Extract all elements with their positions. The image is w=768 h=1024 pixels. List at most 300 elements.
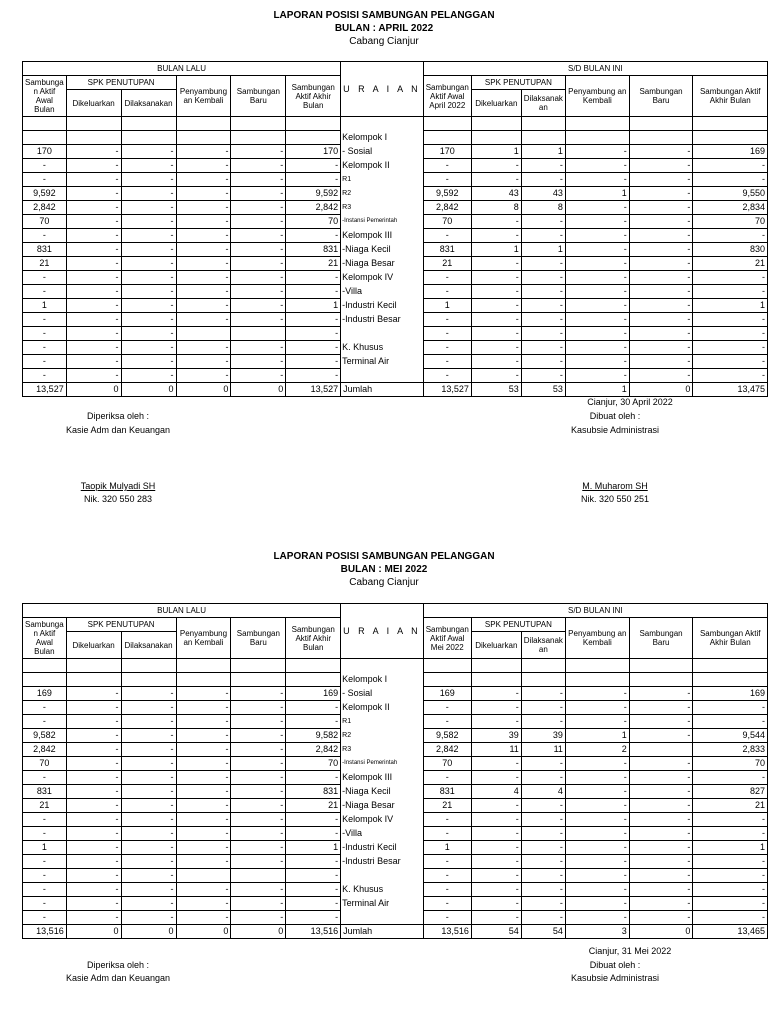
table-cell: - [629,687,693,701]
table-cell: - [23,869,67,883]
table-cell: - [66,285,121,299]
table-cell [231,673,286,687]
table-cell: - [231,883,286,897]
table-cell: - [286,771,341,785]
table-cell: - [66,215,121,229]
table-cell: - [23,271,67,285]
checker-signature [48,480,188,506]
table-cell: 21 [693,257,768,271]
header-penyambungan-right: Penyambung an Kembali [565,618,629,659]
table-row [23,715,768,729]
header-penyambungan-right: Penyambung an Kembali [565,76,629,117]
table-row [23,355,768,369]
maker-signature [545,480,685,506]
table-cell: - [471,827,521,841]
table-cell: - [565,869,629,883]
header-baru-left: Sambungan Baru [231,76,286,117]
report-month: BULAN : APRIL 2022 [334,23,434,34]
table-cell: - [121,271,176,285]
total-cell: 0 [121,383,176,397]
table-cell: - [231,729,286,743]
table-cell: - [121,313,176,327]
table-cell: - [521,701,565,715]
table-cell: - [693,313,768,327]
table-cell: 2,833 [693,743,768,757]
table-cell: - [23,701,67,715]
table-cell [521,131,565,145]
table-cell: 170 [423,145,471,159]
table-cell: 2,842 [23,743,67,757]
header-spk-right: SPK PENUTUPAN [471,76,565,90]
table-cell: - [693,159,768,173]
uraian-cell: Kelompok III [341,771,424,785]
table-cell: - [693,911,768,925]
table-cell: - [286,229,341,243]
table-row [23,757,768,771]
total-cell: 3 [565,925,629,939]
table-cell [286,131,341,145]
table-cell: - [66,841,121,855]
table-cell: - [423,369,471,383]
uraian-cell: -Niaga Besar [341,799,424,813]
total-cell: 13,516 [423,925,471,939]
table-cell: - [66,187,121,201]
table-cell: - [629,799,693,813]
table-cell: 9,544 [693,729,768,743]
header-dikeluarkan-right: Dikeluarkan [471,632,521,659]
table-cell [565,131,629,145]
table-cell [66,673,121,687]
table-cell: - [629,215,693,229]
table-cell: - [176,729,231,743]
table-cell: - [629,145,693,159]
header-uraian: U R A I A N [341,604,424,659]
table-cell: 21 [423,257,471,271]
uraian-cell: Terminal Air [341,897,424,911]
table-cell: - [23,911,67,925]
table-row [23,785,768,799]
table-cell: - [286,285,341,299]
table-cell: - [231,187,286,201]
table-cell: 1 [23,299,67,313]
table-cell: - [23,327,67,341]
table-cell: - [176,243,231,257]
uraian-cell: -Industri Kecil [341,841,424,855]
checked-by-label: Diperiksa oleh : [86,960,150,970]
table-cell: 2,842 [286,201,341,215]
table-cell: 2,842 [423,743,471,757]
uraian-cell [341,327,424,341]
table-cell: 21 [23,799,67,813]
header-spk-right: SPK PENUTUPAN [471,618,565,632]
header-akhir-right: Sambungan Aktif Akhir Bulan [693,76,768,117]
table-cell: 43 [471,187,521,201]
table-cell: 831 [286,785,341,799]
table-cell [121,131,176,145]
table-cell: - [471,883,521,897]
table-cell: - [66,341,121,355]
table-cell: 169 [286,687,341,701]
table-cell [66,131,121,145]
table-row [23,855,768,869]
table-cell: 1 [471,243,521,257]
table-cell [121,673,176,687]
table-cell: - [286,327,341,341]
table-cell: - [565,369,629,383]
table-cell: - [629,327,693,341]
table-cell: - [121,799,176,813]
table-cell: - [629,911,693,925]
table-row [23,813,768,827]
header-dilaksanakan-left: Dilaksanakan [121,632,176,659]
table-cell: - [521,313,565,327]
table-cell: - [286,159,341,173]
header-awal-left: Sambunga n Aktif Awal Bulan [23,76,67,117]
table-cell: - [231,841,286,855]
table-cell: 1 [521,243,565,257]
uraian-cell: R2 [341,187,424,201]
table-cell: - [423,701,471,715]
table-cell [286,673,341,687]
table-cell: - [629,715,693,729]
table-cell: - [231,701,286,715]
table-cell: - [521,229,565,243]
table-cell: - [565,159,629,173]
total-cell: 0 [629,383,693,397]
table-cell: - [521,369,565,383]
table-cell: - [565,355,629,369]
table-cell: - [176,145,231,159]
table-cell: - [121,841,176,855]
table-cell: - [231,785,286,799]
uraian-cell: K. Khusus [341,883,424,897]
table-cell: - [66,369,121,383]
header-sd-bulan-ini: S/D BULAN INI [423,604,767,618]
uraian-cell: Kelompok III [341,229,424,243]
uraian-cell: R2 [341,729,424,743]
table-cell: - [629,771,693,785]
total-row [23,925,768,939]
uraian-cell: -Instansi Pemerintah [341,215,424,229]
table-cell: - [693,897,768,911]
table-cell: - [423,229,471,243]
table-cell: - [423,771,471,785]
total-cell: 1 [565,383,629,397]
table-cell: - [423,855,471,869]
table-cell: - [66,785,121,799]
table-cell: - [176,841,231,855]
report-2-table [22,603,768,939]
table-cell: 1 [693,841,768,855]
table-row [23,841,768,855]
table-cell: - [629,369,693,383]
table-cell: - [66,687,121,701]
table-cell: - [693,771,768,785]
table-cell: - [176,271,231,285]
uraian-cell: -Niaga Kecil [341,243,424,257]
uraian-cell: Kelompok I [341,673,424,687]
table-cell: 1 [423,299,471,313]
table-cell: - [565,257,629,271]
table-cell: - [521,911,565,925]
table-cell: - [565,813,629,827]
table-row [23,299,768,313]
table-cell: - [565,285,629,299]
table-cell: - [121,743,176,757]
table-cell: - [565,201,629,215]
uraian-cell: - Sosial [341,687,424,701]
table-cell: - [121,201,176,215]
table-cell: 1 [521,145,565,159]
table-row [23,215,768,229]
table-cell: 1 [286,299,341,313]
table-cell: - [23,813,67,827]
table-cell: - [693,855,768,869]
table-cell: 21 [693,799,768,813]
table-cell: - [521,257,565,271]
table-row [23,173,768,187]
table-cell: - [423,897,471,911]
table-cell: - [66,243,121,257]
table-cell: 169 [23,687,67,701]
uraian-cell: Kelompok II [341,159,424,173]
uraian-cell: - Sosial [341,145,424,159]
table-cell: - [286,869,341,883]
table-cell [176,131,231,145]
table-cell: - [565,271,629,285]
table-cell: - [176,911,231,925]
table-cell: 70 [23,757,67,771]
table-cell: - [66,771,121,785]
table-cell: - [565,841,629,855]
table-cell: 1 [565,187,629,201]
table-cell: - [176,173,231,187]
table-cell [565,673,629,687]
table-cell: - [231,897,286,911]
uraian-cell [341,911,424,925]
table-cell: 2,842 [286,743,341,757]
table-cell: 4 [521,785,565,799]
table-cell: 1 [565,729,629,743]
table-cell [176,673,231,687]
table-cell: - [423,883,471,897]
table-cell: - [286,827,341,841]
table-cell: - [565,299,629,313]
header-bulan-lalu: BULAN LALU [23,62,341,76]
table-row [23,369,768,383]
table-cell: - [66,229,121,243]
total-cell: 0 [66,383,121,397]
total-cell: 0 [176,383,231,397]
total-cell: 0 [231,925,286,939]
table-cell: - [176,897,231,911]
table-cell: - [121,215,176,229]
table-cell: - [471,911,521,925]
table-row [23,897,768,911]
table-cell: - [23,855,67,869]
table-cell: - [121,145,176,159]
table-cell: - [423,159,471,173]
table-cell: - [121,701,176,715]
table-cell: - [693,715,768,729]
table-cell: - [565,911,629,925]
table-cell: - [521,173,565,187]
table-cell: - [565,341,629,355]
table-cell [423,131,471,145]
header-akhir-right: Sambungan Aktif Akhir Bulan [693,618,768,659]
table-cell: - [471,257,521,271]
table-row [23,701,768,715]
table-row [23,771,768,785]
table-cell: - [176,355,231,369]
table-cell: - [521,757,565,771]
header-akhir-left: Sambungan Aktif Akhir Bulan [286,618,341,659]
header-awal-right: Sambungan Aktif Awal Mei 2022 [423,618,471,659]
uraian-cell: -Niaga Besar [341,257,424,271]
table-cell: - [423,355,471,369]
table-cell: - [423,313,471,327]
table-cell: - [471,327,521,341]
table-cell: - [521,285,565,299]
table-row [23,145,768,159]
table-cell: 1 [23,841,67,855]
table-cell: - [231,771,286,785]
table-cell: - [521,299,565,313]
checker-nik: Nik. 320 550 283 [83,494,153,504]
table-cell: 831 [23,243,67,257]
table-cell: - [423,341,471,355]
table-cell [471,131,521,145]
table-cell [23,131,67,145]
table-cell: 70 [23,215,67,229]
table-cell: - [231,215,286,229]
table-cell: - [693,285,768,299]
table-cell: - [521,341,565,355]
table-cell: - [629,813,693,827]
table-cell: - [471,369,521,383]
table-row [23,187,768,201]
table-cell: - [23,313,67,327]
table-cell: - [66,201,121,215]
uraian-cell: R3 [341,743,424,757]
table-cell: 70 [286,215,341,229]
table-cell: - [629,757,693,771]
table-cell: - [66,911,121,925]
table-cell: - [565,771,629,785]
table-cell [629,673,693,687]
table-cell: - [66,271,121,285]
table-cell: - [176,827,231,841]
table-cell: - [231,229,286,243]
table-cell: - [23,285,67,299]
table-cell: - [565,799,629,813]
table-cell: - [693,701,768,715]
table-cell: 11 [471,743,521,757]
header-dilaksanakan-right: Dilaksanak an [521,90,565,117]
total-cell: 0 [176,925,231,939]
table-cell: - [565,827,629,841]
table-cell: - [565,701,629,715]
table-cell: - [121,159,176,173]
table-cell: - [231,355,286,369]
total-cell: 54 [521,925,565,939]
table-row [23,659,768,673]
table-cell: 831 [23,785,67,799]
table-row [23,883,768,897]
uraian-cell: -Industri Besar [341,855,424,869]
table-cell: - [629,701,693,715]
table-cell: - [629,355,693,369]
header-dikeluarkan-left: Dikeluarkan [66,632,121,659]
table-row [23,729,768,743]
uraian-cell: Kelompok IV [341,271,424,285]
table-cell: - [471,799,521,813]
maker-nik: Nik. 320 550 251 [580,494,650,504]
table-cell: - [66,897,121,911]
table-cell: 2 [565,743,629,757]
table-cell: 9,550 [693,187,768,201]
table-cell: - [176,743,231,757]
table-cell: - [521,855,565,869]
table-cell: - [66,869,121,883]
table-cell: 9,592 [286,187,341,201]
table-cell: - [521,841,565,855]
table-cell: 21 [286,257,341,271]
table-cell: - [693,341,768,355]
table-cell: - [231,243,286,257]
table-cell: - [521,897,565,911]
header-dikeluarkan-right: Dikeluarkan [471,90,521,117]
table-row [23,159,768,173]
table-cell: - [286,355,341,369]
table-cell: - [693,869,768,883]
table-cell: - [176,159,231,173]
table-cell: 9,582 [23,729,67,743]
table-cell: - [629,841,693,855]
table-cell: 1 [693,299,768,313]
uraian-cell: R1 [341,715,424,729]
table-row [23,743,768,757]
table-cell: - [66,299,121,313]
table-cell: 11 [521,743,565,757]
table-cell: - [521,215,565,229]
table-cell: - [121,687,176,701]
table-row [23,687,768,701]
table-cell: - [231,145,286,159]
table-cell: - [231,271,286,285]
header-awal-right: Sambungan Aktif Awal April 2022 [423,76,471,117]
table-cell: - [176,883,231,897]
table-cell: - [121,785,176,799]
total-cell: 0 [66,925,121,939]
table-cell: - [286,341,341,355]
table-row [23,869,768,883]
table-cell: - [471,869,521,883]
header-penyambungan-left: Penyambung an Kembali [176,618,231,659]
checked-by-role: Kasie Adm dan Keuangan [65,973,171,983]
header-uraian: U R A I A N [341,62,424,117]
table-cell: - [423,327,471,341]
table-cell: - [629,869,693,883]
table-cell: - [23,771,67,785]
table-cell: - [231,257,286,271]
table-cell: - [121,855,176,869]
table-cell: 2,842 [23,201,67,215]
table-cell: - [121,729,176,743]
table-cell: - [471,813,521,827]
table-cell: - [423,827,471,841]
uraian-cell: R3 [341,201,424,215]
